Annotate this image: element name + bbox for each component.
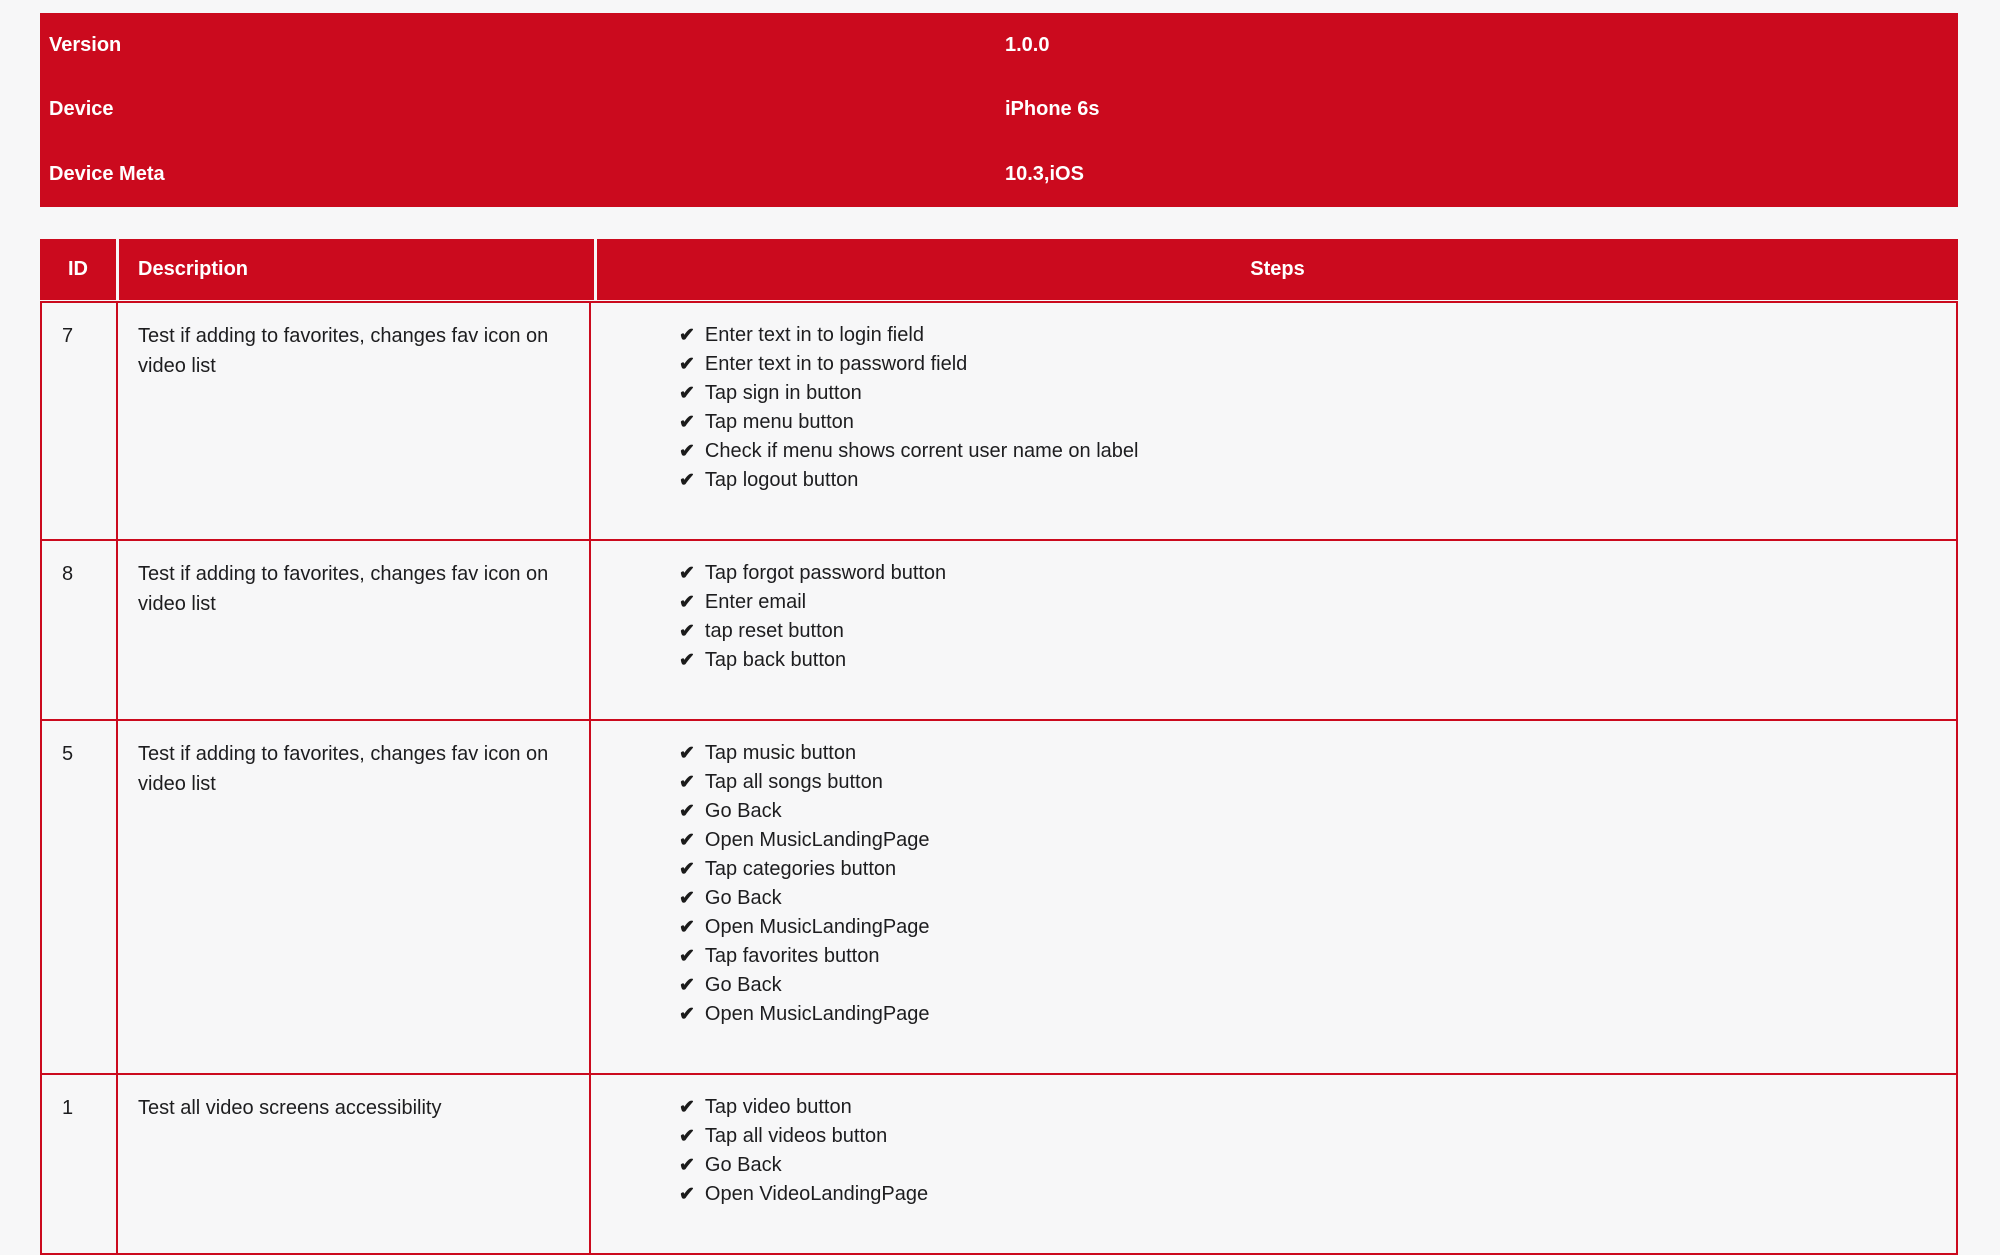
steps-list (679, 559, 1936, 675)
step-item (679, 1180, 1936, 1209)
step-item (679, 437, 1936, 466)
info-row-version (40, 13, 1958, 78)
table-row (42, 303, 1956, 539)
step-item (679, 884, 1936, 913)
row-steps (589, 721, 1956, 1073)
step-label: Check if menu shows corrent user name on label (704, 440, 1139, 462)
info-row-device-meta (40, 142, 1958, 207)
table-row (42, 539, 1956, 719)
info-label: Device (49, 98, 114, 121)
step-label: tap reset button (704, 620, 844, 642)
steps-list (679, 321, 1936, 495)
step-item (679, 588, 1936, 617)
step-item (679, 797, 1936, 826)
step-label: Enter text in to password field (704, 353, 968, 375)
check-icon: ✔ (679, 946, 695, 967)
step-label: Go Back (704, 887, 782, 909)
check-icon: ✔ (679, 325, 695, 346)
row-description: Test all video screens accessibility (116, 1075, 589, 1253)
row-description: Test if adding to favorites, changes fav icon on video list (116, 721, 589, 1073)
row-id: 1 (62, 1097, 74, 1119)
step-item (679, 855, 1936, 884)
check-icon: ✔ (679, 383, 695, 404)
check-icon: ✔ (679, 830, 695, 851)
step-label: Open VideoLandingPage (704, 1183, 929, 1205)
check-icon: ✔ (679, 354, 695, 375)
info-label: Version (49, 33, 122, 56)
check-icon: ✔ (679, 801, 695, 822)
check-icon: ✔ (679, 975, 695, 996)
step-label: Go Back (704, 800, 782, 822)
step-item (679, 913, 1936, 942)
header-cell-id: ID (40, 239, 116, 300)
check-icon: ✔ (679, 1004, 695, 1025)
table-row (42, 719, 1956, 1073)
check-icon: ✔ (679, 859, 695, 880)
step-label: Tap sign in button (704, 382, 862, 404)
step-label: Tap categories button (704, 858, 897, 880)
row-id: 7 (62, 325, 74, 347)
row-steps (589, 303, 1956, 539)
check-icon: ✔ (679, 1097, 695, 1118)
table-row (42, 1073, 1956, 1253)
step-item (679, 321, 1936, 350)
step-label: Enter email (704, 591, 807, 613)
check-icon: ✔ (679, 470, 695, 491)
info-value: 10.3,iOS (1005, 163, 1084, 186)
step-item (679, 646, 1936, 675)
check-icon: ✔ (679, 563, 695, 584)
step-label: Tap all videos button (704, 1125, 888, 1147)
row-steps (589, 541, 1956, 719)
step-item (679, 768, 1936, 797)
step-label: Open MusicLandingPage (704, 1003, 930, 1025)
step-item (679, 379, 1936, 408)
header-cell-description: Description (119, 239, 594, 300)
step-label: Enter text in to login field (704, 324, 924, 346)
steps-list (679, 739, 1936, 1029)
step-label: Go Back (704, 974, 782, 996)
step-label: Tap music button (704, 742, 857, 764)
check-icon: ✔ (679, 592, 695, 613)
steps-list (679, 1093, 1936, 1209)
step-label: Tap all songs button (704, 771, 883, 793)
check-icon: ✔ (679, 743, 695, 764)
step-item (679, 971, 1936, 1000)
check-icon: ✔ (679, 917, 695, 938)
step-label: Tap menu button (704, 411, 854, 433)
step-label: Go Back (704, 1154, 782, 1176)
header-cell-steps: Steps (597, 239, 1958, 300)
info-table (40, 13, 1958, 207)
info-label: Device Meta (49, 163, 165, 186)
check-icon: ✔ (679, 772, 695, 793)
step-label: Open MusicLandingPage (704, 829, 930, 851)
step-label: Tap video button (704, 1096, 852, 1118)
step-item (679, 1000, 1936, 1029)
check-icon: ✔ (679, 621, 695, 642)
table-header (40, 239, 1958, 300)
check-icon: ✔ (679, 412, 695, 433)
check-icon: ✔ (679, 1184, 695, 1205)
row-description: Test if adding to favorites, changes fav icon on video list (116, 541, 589, 719)
step-item (679, 826, 1936, 855)
row-id: 8 (62, 563, 74, 585)
info-value: 1.0.0 (1005, 33, 1050, 56)
check-icon: ✔ (679, 1155, 695, 1176)
row-description: Test if adding to favorites, changes fav icon on video list (116, 303, 589, 539)
step-item (679, 559, 1936, 588)
step-item (679, 466, 1936, 495)
table-body (40, 301, 1958, 1255)
row-id: 5 (62, 743, 74, 765)
step-label: Open MusicLandingPage (704, 916, 930, 938)
step-label: Tap forgot password button (704, 562, 947, 584)
step-label: Tap favorites button (704, 945, 880, 967)
step-item (679, 1093, 1936, 1122)
check-icon: ✔ (679, 1126, 695, 1147)
row-steps (589, 1075, 1956, 1253)
test-table (40, 239, 1958, 1255)
step-item (679, 1122, 1936, 1151)
check-icon: ✔ (679, 441, 695, 462)
step-label: Tap back button (704, 649, 847, 671)
info-row-device (40, 78, 1958, 143)
step-item (679, 408, 1936, 437)
check-icon: ✔ (679, 888, 695, 909)
info-value: iPhone 6s (1005, 98, 1100, 121)
check-icon: ✔ (679, 650, 695, 671)
step-item (679, 1151, 1936, 1180)
step-item (679, 617, 1936, 646)
step-item (679, 739, 1936, 768)
step-label: Tap logout button (704, 469, 859, 491)
step-item (679, 942, 1936, 971)
step-item (679, 350, 1936, 379)
